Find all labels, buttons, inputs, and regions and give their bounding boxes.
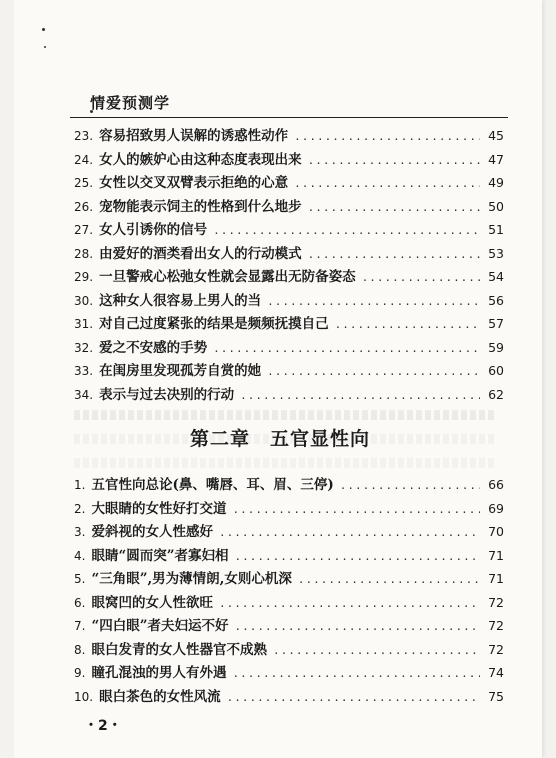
entry-page-number: 62 — [488, 386, 504, 402]
dot-leader — [298, 573, 480, 586]
toc-entry — [74, 520, 504, 544]
entry-page-number: 60 — [488, 363, 504, 378]
dot-leader — [362, 271, 480, 284]
toc-section-1 — [74, 124, 504, 406]
entry-title: 女人的嫉妒心由这种态度表现出来 — [99, 151, 302, 168]
entry-page-number: 71 — [488, 571, 504, 586]
toc-entry — [74, 124, 504, 148]
entry-title: 由爱好的酒类看出女人的行动模式 — [99, 245, 302, 262]
entry-page-number: 53 — [488, 245, 504, 261]
dot-leader — [273, 644, 480, 657]
entry-number: 10. — [74, 689, 94, 704]
entry-page-number: 56 — [488, 292, 504, 308]
entry-number: 4. — [74, 548, 86, 563]
dot-leader — [335, 318, 480, 331]
entry-title: 在闺房里发现孤芳自赏的她 — [99, 363, 262, 379]
entry-number: 25. — [74, 176, 94, 190]
entry-number: 29. — [74, 270, 94, 284]
entry-number: 24. — [74, 152, 94, 167]
toc-entry — [74, 614, 504, 638]
bleed-through — [74, 410, 494, 420]
entry-number: 32. — [74, 340, 94, 355]
toc-section-2 — [74, 473, 504, 708]
dot-leader — [267, 365, 480, 378]
dot-leader — [219, 526, 480, 539]
entry-title: 爱之不安感的手势 — [99, 339, 208, 356]
toc-entry — [74, 265, 504, 289]
dot-leader — [308, 201, 480, 214]
entry-page-number: 59 — [488, 339, 504, 355]
entry-number: 27. — [74, 223, 94, 237]
entry-title: 对自己过度紧张的结果是频频抚摸自己 — [99, 316, 329, 332]
toc-entry — [74, 359, 504, 383]
toc-entry — [74, 544, 504, 568]
entry-page-number: 49 — [488, 175, 504, 190]
entry-number: 5. — [74, 572, 86, 586]
dot-leader — [234, 550, 480, 563]
entry-number: 3. — [74, 525, 86, 539]
dot-leader — [308, 154, 480, 167]
toc-entry — [74, 312, 504, 336]
entry-number: 2. — [74, 501, 86, 516]
entry-title: 女人引诱你的信号 — [99, 222, 208, 238]
entry-title: 大眼睛的女性好打交道 — [91, 500, 227, 517]
toc-entry — [74, 567, 504, 591]
dot-leader — [308, 248, 480, 261]
entry-title: 眼白茶色的女性风流 — [99, 688, 221, 705]
toc-entry — [74, 591, 504, 615]
dot-leader — [232, 503, 480, 516]
entry-page-number: 47 — [488, 151, 504, 167]
entry-page-number: 72 — [488, 618, 504, 633]
entry-page-number: 71 — [488, 547, 504, 563]
ink-speck — [42, 28, 45, 31]
dot-leader — [294, 130, 480, 143]
entry-page-number: 51 — [488, 222, 504, 237]
ink-speck — [44, 46, 46, 48]
entry-title: 眼窝凹的女人性欲旺 — [91, 594, 213, 611]
entry-number: 33. — [74, 364, 94, 378]
toc-entry — [74, 171, 504, 195]
dot-leader — [219, 597, 480, 610]
book-page — [14, 0, 542, 758]
toc-entry — [74, 638, 504, 662]
dot-leader — [267, 295, 480, 308]
entry-number: 28. — [74, 246, 94, 261]
dot-leader — [240, 389, 480, 402]
entry-number: 8. — [74, 642, 86, 657]
bleed-through — [74, 458, 494, 468]
entry-title: “三角眼”,男为薄情朗,女则心机深 — [91, 571, 292, 587]
entry-title: 眼睛“圆而突”者寡妇相 — [91, 547, 229, 564]
toc-entry — [74, 473, 504, 497]
entry-number: 1. — [74, 478, 86, 492]
toc-entry — [74, 497, 504, 521]
entry-page-number: 74 — [488, 665, 504, 680]
entry-number: 26. — [74, 199, 94, 214]
entry-title: 爱斜视的女人性感好 — [91, 524, 213, 540]
chapter-heading: 第二章 五官显性向 — [190, 428, 371, 450]
toc-entry — [74, 289, 504, 313]
entry-page-number: 50 — [488, 198, 504, 214]
entry-number: 7. — [74, 619, 86, 633]
entry-title: 女性以交叉双臂表示拒绝的心意 — [99, 175, 289, 191]
entry-title: 宠物能表示饲主的性格到什么地步 — [99, 198, 302, 215]
toc-entry — [74, 661, 504, 685]
entry-number: 31. — [74, 317, 94, 331]
dot-leader — [227, 691, 480, 704]
toc-entry — [74, 336, 504, 360]
entry-title: “四白眼”者夫妇运不好 — [91, 618, 229, 634]
entry-page-number: 72 — [488, 594, 504, 610]
dot-leader — [213, 224, 480, 237]
entry-title: 眼白发青的女人性器官不成熟 — [91, 641, 267, 658]
toc-entry — [74, 218, 504, 242]
dot-leader — [294, 177, 480, 190]
entry-page-number: 54 — [488, 269, 504, 284]
toc-entry — [74, 242, 504, 266]
entry-page-number: 45 — [488, 128, 504, 143]
entry-number: 34. — [74, 387, 94, 402]
entry-number: 23. — [74, 129, 94, 143]
entry-page-number: 57 — [488, 316, 504, 331]
entry-page-number: 69 — [488, 500, 504, 516]
entry-page-number: 66 — [488, 477, 504, 492]
toc-entry — [74, 148, 504, 172]
running-header: 情爱预测学 — [90, 94, 171, 112]
toc-entry — [74, 195, 504, 219]
dot-leader — [234, 620, 480, 633]
entry-title: 一旦警戒心松弛女性就会显露出无防备姿态 — [99, 269, 356, 285]
entry-number: 9. — [74, 666, 86, 680]
entry-title: 表示与过去决别的行动 — [99, 386, 235, 403]
entry-number: 30. — [74, 293, 94, 308]
entry-title: 这种女人很容易上男人的当 — [99, 292, 262, 309]
entry-page-number: 75 — [488, 688, 504, 704]
toc-entry — [74, 383, 504, 407]
entry-title: 五官性向总论(鼻、嘴唇、耳、眉、三停) — [91, 477, 334, 493]
dot-leader — [213, 342, 480, 355]
entry-title: 瞳孔混浊的男人有外遇 — [91, 665, 227, 681]
page-number: ・2・ — [84, 718, 122, 734]
entry-number: 6. — [74, 595, 86, 610]
toc-entry — [74, 685, 504, 709]
entry-page-number: 70 — [488, 524, 504, 539]
dot-leader — [232, 667, 480, 680]
entry-page-number: 72 — [488, 641, 504, 657]
header-rule — [70, 117, 508, 118]
dot-leader — [340, 479, 480, 492]
entry-title: 容易招致男人误解的诱惑性动作 — [99, 128, 289, 144]
